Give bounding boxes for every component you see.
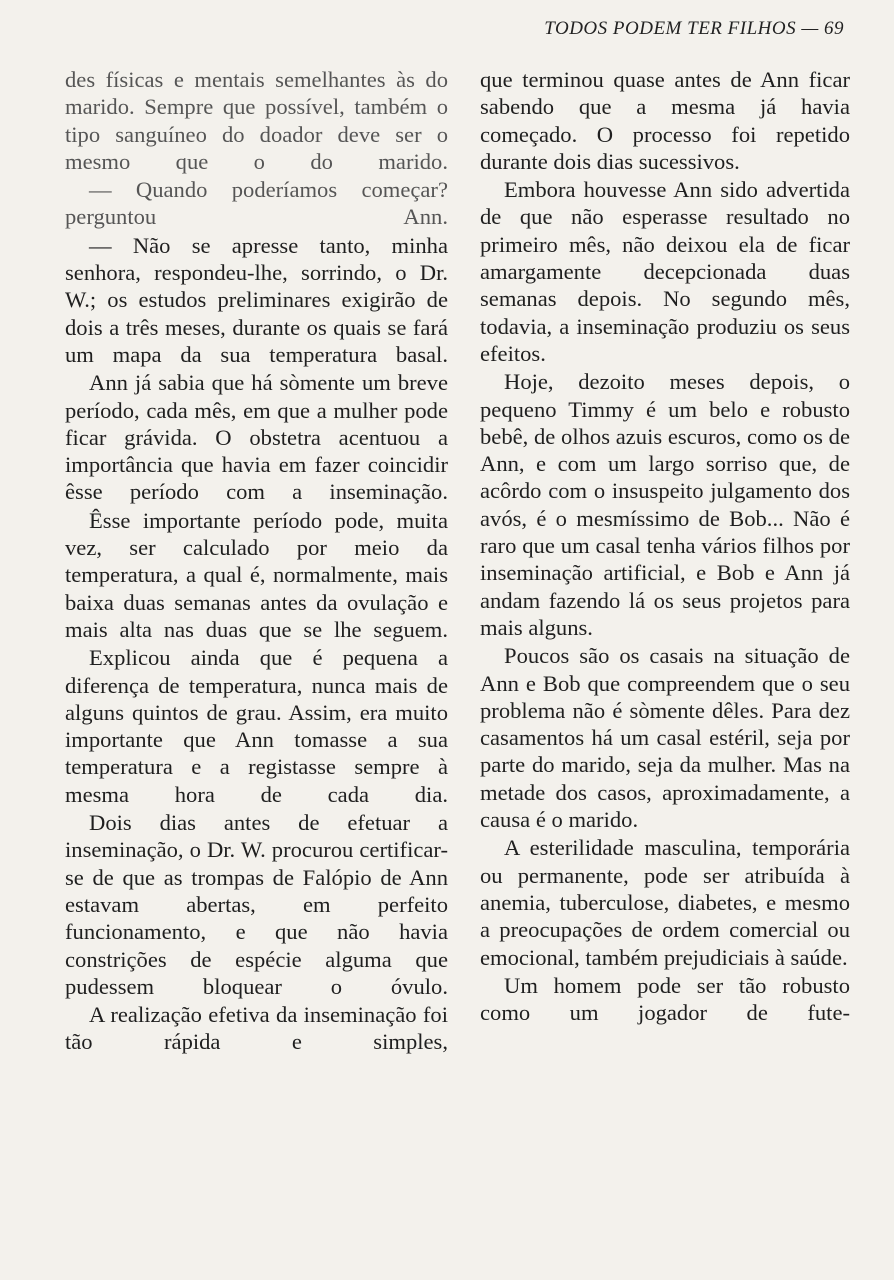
paragraph: des físicas e mentais semelhantes às do marido. Sempre que possível, também o tipo sanguíneo do doador deve ser o mesmo que o do marido. [65,67,448,174]
left-column [65,66,448,1056]
paragraph: Explicou ainda que é pequena a diferença de temperatura, nunca mais de alguns quintos de grau. Assim, era muito importante que Ann tomasse a sua temperatura e a registasse sempre à mesma hora de cada dia. [65,645,448,807]
running-header: TODOS PODEM TER FILHOS — 69 [544,18,844,39]
paragraph: Embora houvesse Ann sido advertida de que não esperasse resultado no primeiro mês, não deixou ela de ficar amargamente decepcionada duas semanas depois. No segundo mês, todavia, a inseminação produziu os seus efeitos. [480,177,850,366]
paragraph: Ann já sabia que há sòmente um breve período, cada mês, em que a mulher pode ficar grávida. O obstetra acentuou a importância que havia em fazer coincidir êsse período com a inseminação. [65,370,448,505]
paragraph: A esterilidade masculina, temporária ou permanente, pode ser atribuída à anemia, tuberculose, diabetes, e mesmo a preocupações de ordem comercial ou emocional, também prejudiciais à saúde. [480,835,850,970]
paragraph: Êsse importante período pode, muita vez, ser calculado por meio da temperatura, a qual é, normalmente, mais baixa duas semanas antes da ovulação e mais alta nas duas que se lhe seguem. [65,507,448,642]
paragraph: — Quando poderíamos começar? perguntou Ann. [65,177,448,230]
paragraph: A realização efetiva da inseminação foi tão rápida e simples, [65,1002,448,1055]
paragraph: Um homem pode ser tão robusto como um jogador de fute- [480,972,850,1026]
paragraph: — Não se apresse tanto, minha senhora, respondeu-lhe, sorrindo, o Dr. W.; os estudos preliminares exigirão de dois a três meses, durante os quais se fará um mapa da sua temperatura basal. [65,232,448,367]
paragraph: Hoje, dezoito meses depois, o pequeno Timmy é um belo e robusto bebê, de olhos azuis escuros, como os de Ann, e com um largo sorriso que, de acôrdo com o insuspeito julgamento dos avós, é o mesmíssimo de Bob... Não é raro que um casal tenha vários filhos por inseminação artificial, e Bob e Ann já andam fazendo lá os seus projetos para mais alguns. [480,369,850,640]
paragraph: Dois dias antes de efetuar a inseminação, o Dr. W. procurou certificar-se de que as trompas de Falópio de Ann estavam abertas, em perfeito funcionamento, e que não havia constrições de espécie alguma que pudessem bloquear o óvulo. [65,810,448,999]
right-column [480,66,850,1026]
paragraph: que terminou quase antes de Ann ficar sabendo que a mesma já havia começado. O processo foi repetido durante dois dias sucessivos. [480,67,850,174]
paragraph: Poucos são os casais na situação de Ann e Bob que compreendem que o seu problema não é sòmente dêles. Para dez casamentos há um casal estéril, seja por parte do marido, seja da mulher. Mas na metade dos casos, aproximadamente, a causa é o marido. [480,643,850,833]
